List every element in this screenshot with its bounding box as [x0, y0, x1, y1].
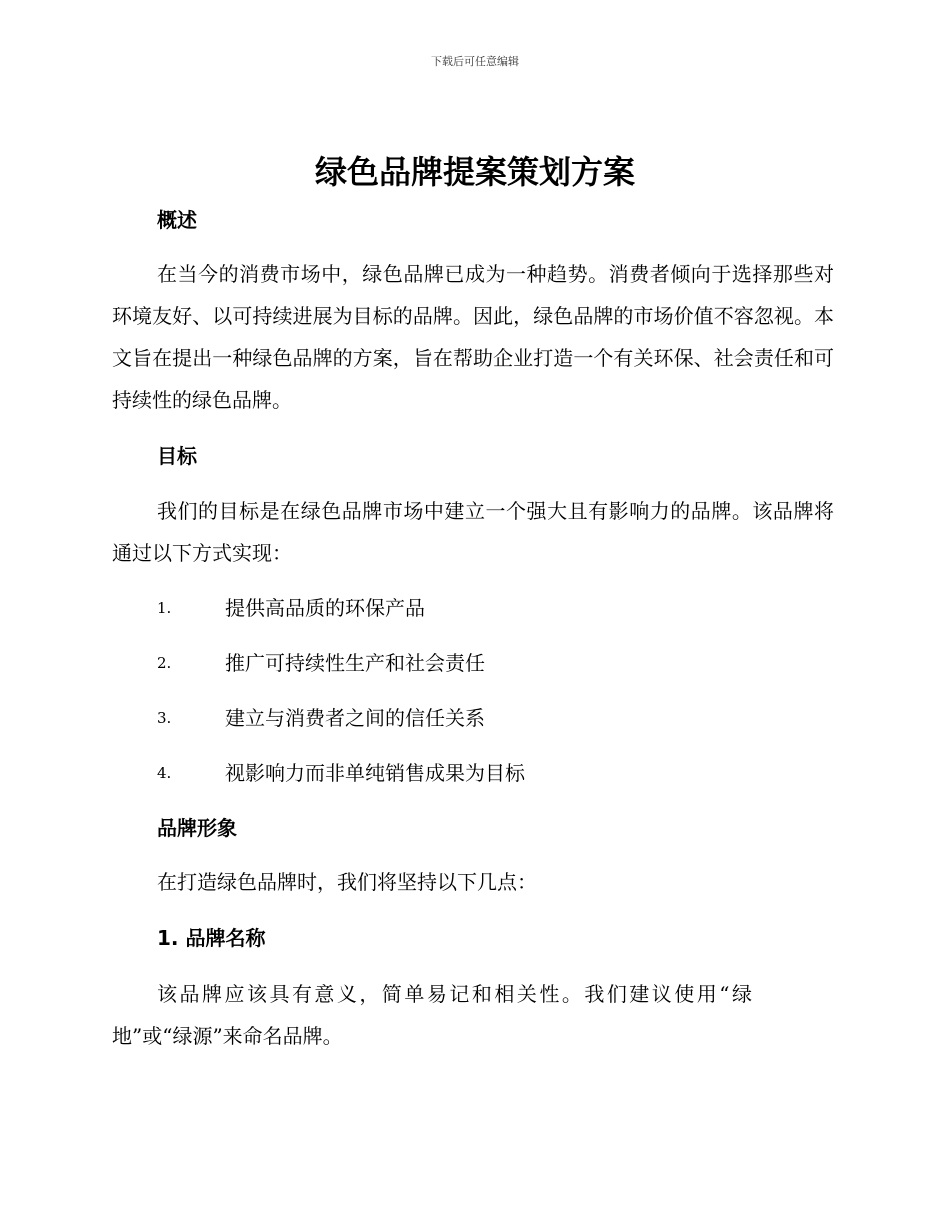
goals-paragraph: 我们的目标是在绿色品牌市场中建立一个强大且有影响力的品牌。该品牌将通过以下方式实现： [112, 499, 834, 565]
list-item-text: 提供高品质的环保产品 [225, 596, 425, 620]
list-item [157, 704, 807, 732]
list-item-number: 1. [157, 599, 172, 617]
list-item-text: 推广可持续性生产和社会责任 [225, 651, 485, 675]
list-item-text: 建立与消费者之间的信任关系 [225, 706, 485, 730]
header-note: 下载后可任意编辑 [431, 55, 519, 68]
overview-paragraph: 在当今的消费市场中，绿色品牌已成为一种趋势。消费者倾向于选择那些对环境友好、以可持续进展为目标的品牌。因此，绿色品牌的市场价值不容忽视。本文旨在提出一种绿色品牌的方案，旨在帮助企业打造一个有关环保、社会责任和可持续性的绿色品牌。 [112, 262, 834, 412]
brand-name-paragraph: 该品牌应该具有意义，简单易记和相关性。我们建议使用“绿地”或“绿源”来命名品牌。 [112, 982, 752, 1048]
list-item-number: 2. [157, 654, 172, 672]
list-item-number: 3. [157, 709, 172, 727]
brand-image-intro: 在打造绿色品牌时，我们将坚持以下几点： [157, 870, 537, 894]
list-item-number: 4. [157, 764, 172, 782]
list-item [157, 594, 807, 622]
document-title: 绿色品牌提案策划方案 [314, 153, 635, 191]
section-heading-overview: 概述 [157, 208, 197, 232]
subheading-brand-name: 1. 品牌名称 [157, 926, 266, 950]
list-item-text: 视影响力而非单纯销售成果为目标 [225, 761, 525, 785]
section-heading-brand-image: 品牌形象 [157, 816, 237, 840]
section-heading-goals: 目标 [157, 444, 197, 468]
list-item [157, 649, 807, 677]
list-item [157, 759, 807, 787]
